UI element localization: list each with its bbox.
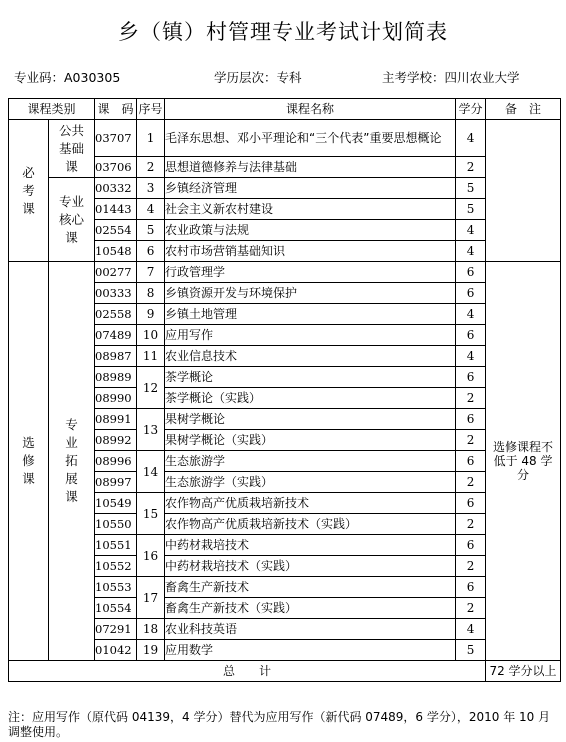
course-credit: 5 <box>456 640 486 661</box>
course-seq: 18 <box>137 619 165 640</box>
course-credit: 2 <box>456 556 486 577</box>
total-value: 72 学分以上 <box>486 661 561 682</box>
course-credit: 4 <box>456 220 486 241</box>
course-credit: 2 <box>456 514 486 535</box>
course-credit: 6 <box>456 451 486 472</box>
remark-empty-required <box>486 120 561 262</box>
course-credit: 6 <box>456 409 486 430</box>
course-code: 08997 <box>95 472 137 493</box>
course-code: 10550 <box>95 514 137 535</box>
table-row <box>9 262 561 283</box>
course-seq: 6 <box>137 241 165 262</box>
course-credit: 4 <box>456 241 486 262</box>
course-name: 畜禽生产新技术 <box>165 577 456 598</box>
course-name: 乡镇土地管理 <box>165 304 456 325</box>
course-name: 社会主义新农村建设 <box>165 199 456 220</box>
course-name: 中药材栽培技术 <box>165 535 456 556</box>
course-seq: 19 <box>137 640 165 661</box>
course-credit: 4 <box>456 304 486 325</box>
course-seq: 8 <box>137 283 165 304</box>
course-credit: 4 <box>456 619 486 640</box>
course-seq: 17 <box>137 577 165 619</box>
category-major-extension: 专业拓展课 <box>49 262 95 661</box>
total-label: 总 计 <box>9 661 486 682</box>
course-code: 10552 <box>95 556 137 577</box>
course-name: 农业科技英语 <box>165 619 456 640</box>
course-seq: 7 <box>137 262 165 283</box>
course-seq: 10 <box>137 325 165 346</box>
total-row <box>9 661 561 682</box>
course-seq: 15 <box>137 493 165 535</box>
header-name: 课程名称 <box>165 99 456 120</box>
education-level: 学历层次：专科 <box>214 70 302 85</box>
course-credit: 2 <box>456 472 486 493</box>
course-name: 茶学概论（实践） <box>165 388 456 409</box>
course-code: 08992 <box>95 430 137 451</box>
course-seq: 13 <box>137 409 165 451</box>
course-name: 生态旅游学（实践） <box>165 472 456 493</box>
course-credit: 6 <box>456 493 486 514</box>
course-name: 农作物高产优质栽培新技术 <box>165 493 456 514</box>
course-seq: 9 <box>137 304 165 325</box>
course-name: 行政管理学 <box>165 262 456 283</box>
course-name: 畜禽生产新技术（实践） <box>165 598 456 619</box>
exam-plan-table <box>8 98 561 682</box>
course-credit: 6 <box>456 535 486 556</box>
course-credit: 4 <box>456 346 486 367</box>
course-credit: 5 <box>456 199 486 220</box>
category-major-core: 专业核心课 <box>49 178 95 262</box>
course-code: 08987 <box>95 346 137 367</box>
course-name: 乡镇资源开发与环境保护 <box>165 283 456 304</box>
course-name: 乡镇经济管理 <box>165 178 456 199</box>
page-title: 乡（镇）村管理专业考试计划简表 <box>118 20 448 44</box>
header-seq: 序号 <box>137 99 165 120</box>
elective-remark: 选修课程不低于 48 学分 <box>486 262 561 661</box>
course-code: 10554 <box>95 598 137 619</box>
course-name: 中药材栽培技术（实践） <box>165 556 456 577</box>
course-code: 00332 <box>95 178 137 199</box>
course-name: 农作物高产优质栽培新技术（实践） <box>165 514 456 535</box>
course-credit: 4 <box>456 120 486 157</box>
category-required: 必考课 <box>9 120 49 262</box>
course-credit: 6 <box>456 577 486 598</box>
table-row <box>9 120 561 157</box>
course-seq: 12 <box>137 367 165 409</box>
header-code: 课 码 <box>95 99 137 120</box>
course-code: 03707 <box>95 120 137 157</box>
course-code: 00333 <box>95 283 137 304</box>
table-row <box>9 178 561 199</box>
course-name: 思想道德修养与法律基础 <box>165 157 456 178</box>
course-name: 果树学概论 <box>165 409 456 430</box>
course-name: 毛泽东思想、邓小平理论和“三个代表”重要思想概论 <box>165 120 456 157</box>
course-credit: 6 <box>456 283 486 304</box>
course-name: 生态旅游学 <box>165 451 456 472</box>
course-name: 果树学概论（实践） <box>165 430 456 451</box>
category-elective: 选修课 <box>9 262 49 661</box>
header-credits: 学分 <box>456 99 486 120</box>
course-name: 茶学概论 <box>165 367 456 388</box>
major-code: 专业码：A030305 <box>14 70 121 85</box>
course-code: 08990 <box>95 388 137 409</box>
course-credit: 6 <box>456 367 486 388</box>
course-code: 07291 <box>95 619 137 640</box>
course-code: 02558 <box>95 304 137 325</box>
course-credit: 6 <box>456 325 486 346</box>
course-name: 农业政策与法规 <box>165 220 456 241</box>
course-credit: 2 <box>456 598 486 619</box>
course-code: 10553 <box>95 577 137 598</box>
header-category: 课程类别 <box>9 99 95 120</box>
course-seq: 1 <box>137 120 165 157</box>
course-seq: 16 <box>137 535 165 577</box>
course-credit: 6 <box>456 262 486 283</box>
course-name: 应用数学 <box>165 640 456 661</box>
table-header-row <box>9 99 561 120</box>
category-public-basic: 公共基础课 <box>49 120 95 178</box>
course-code: 08989 <box>95 367 137 388</box>
course-code: 01443 <box>95 199 137 220</box>
course-name: 农业信息技术 <box>165 346 456 367</box>
course-code: 03706 <box>95 157 137 178</box>
course-code: 02554 <box>95 220 137 241</box>
course-seq: 11 <box>137 346 165 367</box>
course-seq: 14 <box>137 451 165 493</box>
course-name: 农村市场营销基础知识 <box>165 241 456 262</box>
course-name: 应用写作 <box>165 325 456 346</box>
course-credit: 5 <box>456 178 486 199</box>
course-code: 01042 <box>95 640 137 661</box>
course-code: 10548 <box>95 241 137 262</box>
course-seq: 2 <box>137 157 165 178</box>
course-code: 08996 <box>95 451 137 472</box>
course-credit: 2 <box>456 430 486 451</box>
course-credit: 2 <box>456 157 486 178</box>
course-seq: 5 <box>137 220 165 241</box>
exam-school: 主考学校：四川农业大学 <box>382 70 520 85</box>
footer-note: 注：应用写作（原代码 04139，4 学分）替代为应用写作（新代码 07489，6 学分），2010 年 10 月调整使用。 <box>8 710 551 739</box>
course-code: 10551 <box>95 535 137 556</box>
course-code: 07489 <box>95 325 137 346</box>
course-seq: 4 <box>137 199 165 220</box>
course-credit: 2 <box>456 388 486 409</box>
header-remark: 备 注 <box>486 99 561 120</box>
course-code: 00277 <box>95 262 137 283</box>
course-seq: 3 <box>137 178 165 199</box>
course-code: 08991 <box>95 409 137 430</box>
course-code: 10549 <box>95 493 137 514</box>
